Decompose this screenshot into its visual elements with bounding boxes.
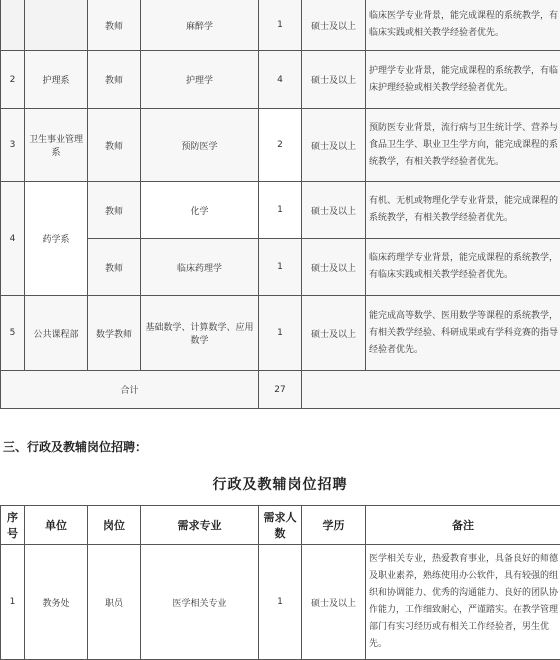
total-value: 27 (259, 371, 302, 409)
table-cell-dept: 教务处 (25, 545, 88, 660)
table-row (1, 182, 560, 239)
table-cell-note: 临床医学专业背景，能完成课程的系统教学，有临床实践或相关教学经验者优先。 (366, 0, 560, 51)
header-count: 需求人数 (259, 506, 302, 545)
table-cell-position: 教师 (88, 51, 141, 109)
table-cell-note: 预防医专业背景，流行病与卫生统计学、营养与食品卫生学、职业卫生学方向，能完成课程的系统教学，有相关教学经验者优先。 (366, 109, 560, 182)
table-cell-num: 5 (1, 296, 25, 371)
table-cell-position: 教师 (88, 239, 141, 296)
table-cell-education: 硕士及以上 (302, 182, 366, 239)
table-cell-major: 基础数学、计算数学、应用数学 (141, 296, 259, 371)
table-cell-dept: 公共课程部 (25, 296, 88, 371)
table-row (1, 296, 560, 371)
table-cell-major: 预防医学 (141, 109, 259, 182)
table-cell-note: 能完成高等数学、医用数学等课程的系统教学，有相关教学经验、科研成果或有学科竞赛的指导经验者优先。 (366, 296, 560, 371)
admin-recruitment-table (0, 505, 560, 660)
table-row (1, 109, 560, 182)
header-education: 学历 (302, 506, 366, 545)
header-note: 备注 (366, 506, 560, 545)
table-cell-major: 护理学 (141, 51, 259, 109)
table-cell-education: 硕士及以上 (302, 51, 366, 109)
table-cell-major: 临床药理学 (141, 239, 259, 296)
header-position: 岗位 (88, 506, 141, 545)
table-cell-num: 3 (1, 109, 25, 182)
header-num: 序号 (1, 506, 25, 545)
table-cell-count: 2 (259, 109, 302, 182)
table-cell-note: 医学相关专业，热爱教育事业，具备良好的师德及职业素养，熟练使用办公软件，具有较强的组织和协调能力、优秀的沟通能力、良好的团队协作能力，工作细致耐心，严谨踏实。在教学管理部门有实习经历或有相关工作经验者，男生优先。 (366, 545, 560, 660)
total-label: 合计 (1, 371, 259, 409)
table-cell-position: 教师 (88, 109, 141, 182)
table-cell-count: 1 (259, 296, 302, 371)
table-cell-num: 1 (1, 545, 25, 660)
table-cell-position: 教师 (88, 182, 141, 239)
table-cell-note: 有机、无机或物理化学专业背景，能完成课程的系统教学，有相关教学经验者优先。 (366, 182, 560, 239)
table-cell-dept: 护理系 (25, 51, 88, 109)
total-row (1, 371, 560, 409)
table-cell-education: 硕士及以上 (302, 239, 366, 296)
table-cell-count: 1 (259, 545, 302, 660)
table-cell-dept: 卫生事业管理系 (25, 109, 88, 182)
table-cell-dept: 药学系 (25, 182, 88, 296)
table-cell-major: 麻醉学 (141, 0, 259, 51)
table-cell-position: 教师 (88, 0, 141, 51)
table-cell-education: 硕士及以上 (302, 0, 366, 51)
total-empty-cell (302, 371, 560, 409)
table-title: 行政及教辅岗位招聘 (0, 474, 560, 494)
table-cell-note: 护理学专业背景，能完成课程的系统教学，有临床护理经验或相关教学经验者优先。 (366, 51, 560, 109)
table-cell-education: 硕士及以上 (302, 296, 366, 371)
section-heading: 三、行政及教辅岗位招聘： (3, 438, 147, 455)
table-cell-count: 4 (259, 51, 302, 109)
table-cell-num (1, 0, 25, 51)
table-cell-position: 职员 (88, 545, 141, 660)
table-cell-education: 硕士及以上 (302, 545, 366, 660)
table-cell-education: 硕士及以上 (302, 109, 366, 182)
table-header-row (1, 506, 560, 545)
table-cell-count: 1 (259, 182, 302, 239)
table-cell-note: 临床药理学专业背景，能完成课程的系统教学，有临床实践或相关教学经验者优先。 (366, 239, 560, 296)
table-cell-count: 1 (259, 239, 302, 296)
table-row (1, 545, 560, 660)
table-cell-dept (25, 0, 88, 51)
table-cell-major: 化学 (141, 182, 259, 239)
header-dept: 单位 (25, 506, 88, 545)
table-cell-num: 4 (1, 182, 25, 296)
table-cell-num: 2 (1, 51, 25, 109)
table-cell-major: 医学相关专业 (141, 545, 259, 660)
table-row (1, 0, 560, 51)
table-row (1, 51, 560, 109)
table-cell-count: 1 (259, 0, 302, 51)
header-major: 需求专业 (141, 506, 259, 545)
table-cell-position: 数学教师 (88, 296, 141, 371)
